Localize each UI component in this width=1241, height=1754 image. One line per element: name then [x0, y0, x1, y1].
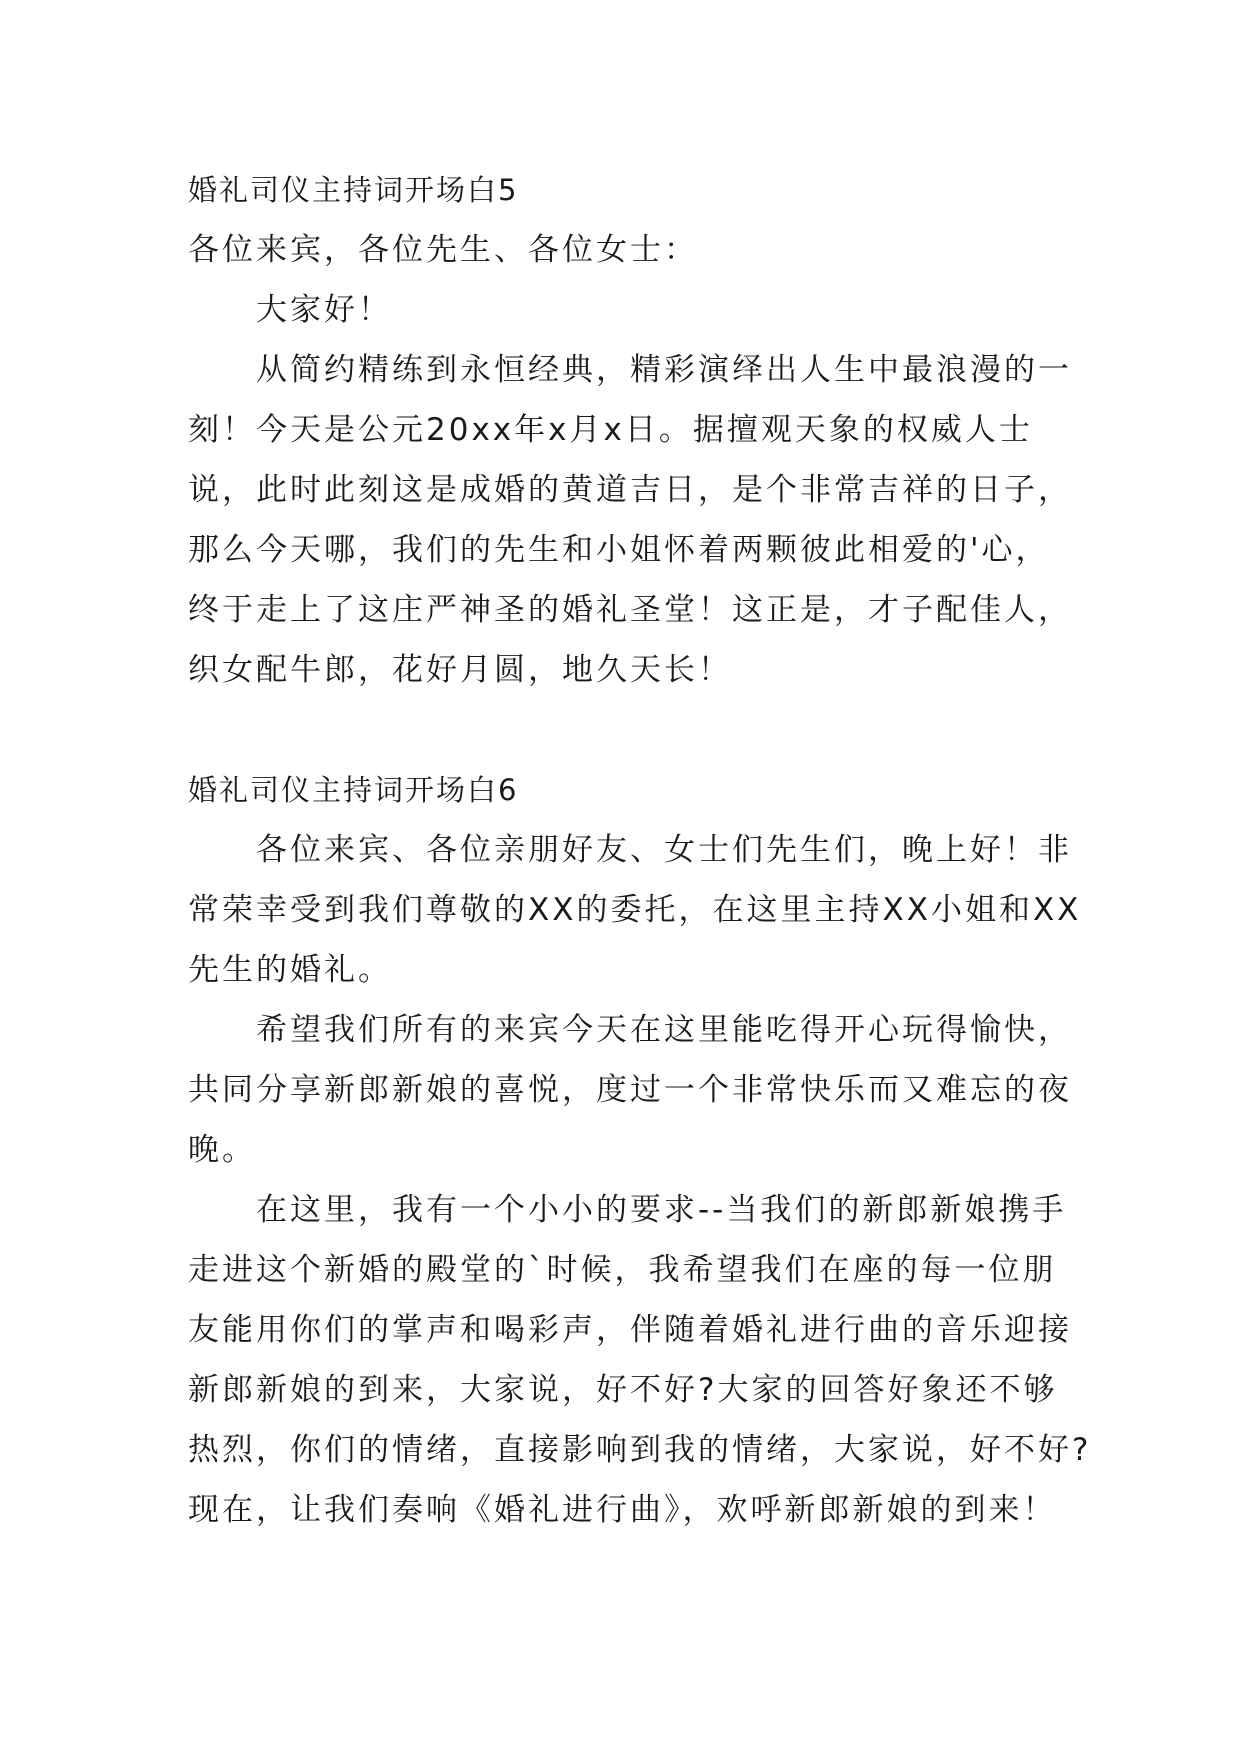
paragraph-line: 热烈，你们的情绪，直接影响到我的情绪，大家说，好不好?: [188, 1432, 1092, 1468]
section-spacer: [188, 700, 1068, 760]
section-title-6: 婚礼司仪主持词开场白6: [188, 773, 519, 807]
paragraph-line: 晚。: [188, 1132, 256, 1168]
greeting-line: 各位来宾，各位先生、各位女士：: [188, 232, 698, 268]
paragraph-line: 各位来宾、各位亲朋好友、女士们先生们，晚上好！非: [256, 832, 1072, 868]
paragraph-line: 终于走上了这庄严神圣的婚礼圣堂！这正是，才子配佳人，: [188, 592, 1072, 628]
paragraph-line: 友能用你们的掌声和喝彩声，伴随着婚礼进行曲的音乐迎接: [188, 1312, 1072, 1348]
paragraph-line: 织女配牛郎，花好月圆，地久天长！: [188, 652, 732, 688]
paragraph-line: 共同分享新郎新娘的喜悦，度过一个非常快乐而又难忘的夜: [188, 1072, 1072, 1108]
document-page: [188, 160, 1092, 1540]
paragraph-line: 大家好！: [256, 292, 392, 328]
paragraph-line: 说，此时此刻这是成婚的黄道吉日，是个非常吉祥的日子，: [188, 472, 1072, 508]
paragraph-line: 先生的婚礼。: [188, 952, 392, 988]
paragraph-line: 刻！今天是公元20xx年x月x日。据擅观天象的权威人士: [188, 412, 1033, 448]
paragraph-line: 在这里，我有一个小小的要求--当我们的新郎新娘携手: [256, 1192, 1067, 1228]
paragraph-line: 从简约精练到永恒经典，精彩演绎出人生中最浪漫的一: [256, 352, 1072, 388]
paragraph-line: 希望我们所有的来宾今天在这里能吃得开心玩得愉快，: [256, 1012, 1072, 1048]
section-title-5: 婚礼司仪主持词开场白5: [188, 173, 519, 207]
paragraph-line: 走进这个新婚的殿堂的`时候，我希望我们在座的每一位朋: [188, 1252, 1057, 1288]
paragraph-line: 现在，让我们奏响《婚礼进行曲》，欢呼新郎新娘的到来！: [188, 1492, 1057, 1528]
paragraph-line: 常荣幸受到我们尊敬的XX的委托，在这里主持XX小姐和XX: [188, 892, 1082, 928]
paragraph-line: 新郎新娘的到来，大家说，好不好?大家的回答好象还不够: [188, 1372, 1058, 1408]
paragraph-line: 那么今天哪，我们的先生和小姐怀着两颗彼此相爱的'心，: [188, 532, 1050, 568]
